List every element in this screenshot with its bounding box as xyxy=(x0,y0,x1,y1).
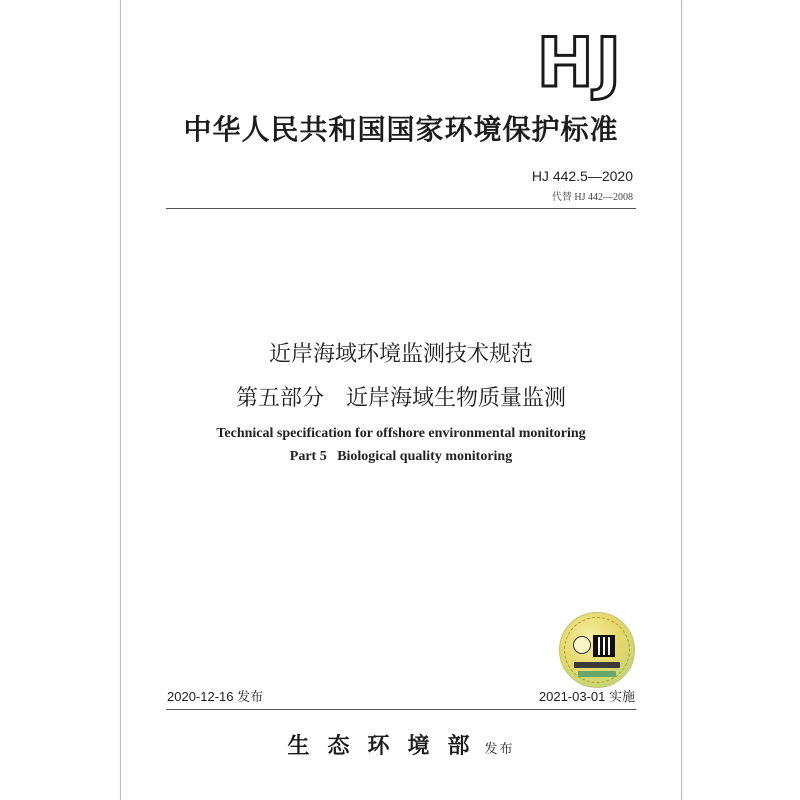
sticker-label xyxy=(578,671,616,677)
bottom-divider xyxy=(166,709,636,710)
title-cn-part: 第五部分 近岸海域生物质量监测 xyxy=(235,386,566,411)
replaces-note: 代替 HJ 442—2008 xyxy=(551,192,633,203)
organization-heading: 中华人民共和国国家环境保护标准 xyxy=(183,113,619,146)
seal-icon xyxy=(573,636,591,654)
publication-date: 2020-12-16 发布 xyxy=(167,689,264,704)
implementation-date: 2021-03-01 实施 xyxy=(538,689,635,704)
sticker-band xyxy=(574,662,620,668)
top-divider xyxy=(166,208,636,209)
standard-cover xyxy=(120,0,682,800)
title-en-part: Part 5 Biological quality monitoring xyxy=(289,449,513,464)
hj-logo: HJ xyxy=(536,24,623,103)
issuer xyxy=(121,729,681,760)
title-cn-main: 近岸海域环境监测技术规范 xyxy=(268,342,533,367)
issuer-suffix: 发布 xyxy=(484,742,515,757)
issuer-name: 生态环境部 xyxy=(287,733,488,759)
title-en-main: Technical specification for offshore environmental monitoring xyxy=(216,426,586,441)
qr-code-icon xyxy=(593,635,615,657)
anti-counterfeit-sticker xyxy=(559,612,635,688)
standard-code: HJ 442.5—2020 xyxy=(531,168,633,184)
